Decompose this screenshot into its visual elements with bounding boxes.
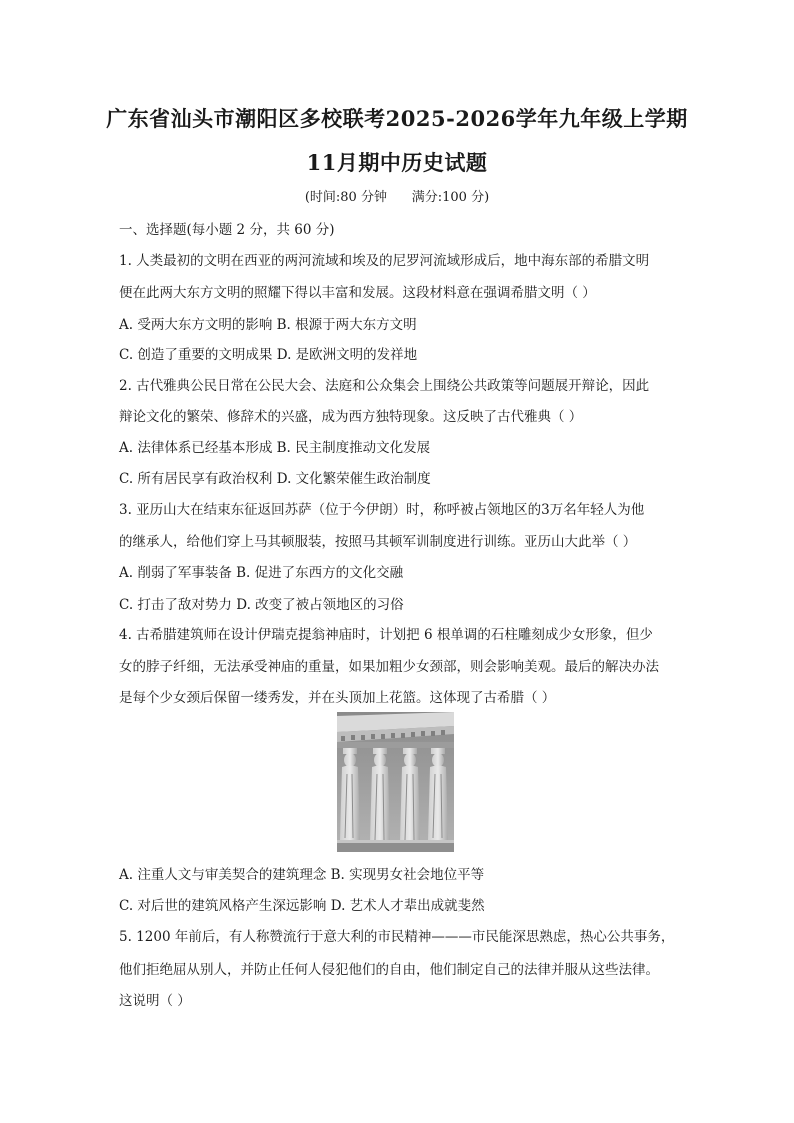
question-3-stem-line-2: 的继承人，给他们穿上马其顿服装，按照马其顿军训制度进行训练。亚历山大此举（ ） bbox=[119, 534, 637, 550]
question-4-stem-line-2: 女的脖子纤细，无法承受神庙的重量，如果加粗少女颈部，则会影响美观。最后的解决办法 bbox=[119, 659, 659, 675]
exam-title-line-2: 11月期中历史试题 bbox=[306, 150, 488, 175]
question-1-stem-line-1: 1. 人类最初的文明在西亚的两河流域和埃及的尼罗河流域形成后，地中海东部的希腊文明 bbox=[119, 253, 650, 269]
question-1-options-ab: A. 受两大东方文明的影响 B. 根源于两大东方文明 bbox=[119, 317, 417, 333]
question-3-options-ab: A. 削弱了军事装备 B. 促进了东西方的文化交融 bbox=[119, 565, 404, 581]
question-2-options-ab: A. 法律体系已经基本形成 B. 民主制度推动文化发展 bbox=[119, 440, 431, 456]
question-5-stem-line-1: 5. 1200 年前后，有人称赞流行于意大利的市民精神———市民能深思熟虑，热心公共事务， bbox=[119, 929, 675, 945]
question-1-options-cd: C. 创造了重要的文明成果 D. 是欧洲文明的发祥地 bbox=[119, 347, 418, 363]
question-4-options-cd: C. 对后世的建筑风格产生深远影响 D. 艺术人才辈出成就斐然 bbox=[119, 898, 485, 914]
question-4-options-ab: A. 注重人文与审美契合的建筑理念 B. 实现男女社会地位平等 bbox=[119, 867, 485, 883]
caryatid-porch-photo bbox=[337, 712, 454, 852]
question-3-options-cd: C. 打击了敌对势力 D. 改变了被占领地区的习俗 bbox=[119, 597, 404, 613]
question-1-stem-line-2: 便在此两大东方文明的照耀下得以丰富和发展。这段材料意在强调希腊文明（ ） bbox=[119, 285, 596, 301]
question-3-stem-line-1: 3. 亚历山大在结束东征返回苏萨（位于今伊朗）时，称呼被占领地区的3万名年轻人为他 bbox=[119, 502, 645, 518]
exam-title-line-1: 广东省汕头市潮阳区多校联考2025-2026学年九年级上学期 bbox=[106, 106, 688, 131]
question-2-stem-line-2: 辩论文化的繁荣、修辞术的兴盛，成为西方独特现象。这反映了古代雅典（ ） bbox=[119, 409, 583, 425]
question-4-stem-line-1: 4. 古希腊建筑师在设计伊瑞克提翁神庙时，计划把 6 根单调的石柱雕刻成少女形象，但少 bbox=[119, 627, 653, 643]
question-4-stem-line-3: 是每个少女颈后保留一缕秀发，并在头顶加上花篮。这体现了古希腊（ ） bbox=[119, 690, 556, 706]
section-heading: 一、选择题(每小题 2 分，共 60 分) bbox=[119, 222, 335, 238]
question-2-stem-line-1: 2. 古代雅典公民日常在公民大会、法庭和公众集会上围绕公共政策等问题展开辩论，因此 bbox=[119, 378, 650, 394]
question-2-options-cd: C. 所有居民享有政治权利 D. 文化繁荣催生政治制度 bbox=[119, 471, 431, 487]
question-5-stem-line-2: 他们拒绝屈从别人，并防止任何人侵犯他们的自由，他们制定自己的法律并服从这些法律。 bbox=[119, 962, 659, 978]
question-5-stem-line-3: 这说明（ ） bbox=[119, 993, 191, 1009]
exam-time-and-score: (时间:80 分钟 满分:100 分) bbox=[304, 190, 490, 205]
